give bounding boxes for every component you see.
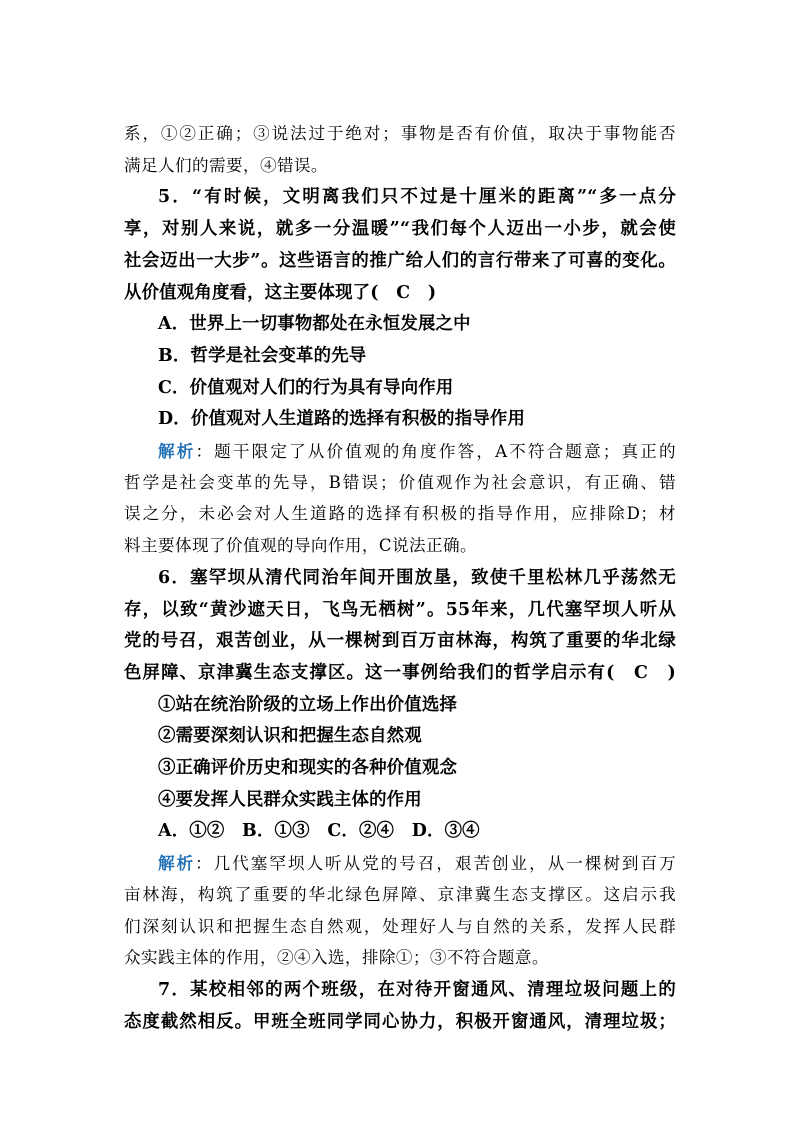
text-line <box>124 594 676 626</box>
text-line <box>158 435 676 467</box>
text-line-content: 色屏障、京津冀生态支撑区。这一事例给我们的哲学启示有( C ) <box>124 662 676 683</box>
text-line <box>158 340 676 372</box>
text-line-content: ③正确评价历史和现实的各种价值观念 <box>158 758 458 778</box>
text-line <box>124 879 676 911</box>
text-line-content: A．①② B．①③ C．②④ D．③④ <box>158 821 480 842</box>
text-line-content: 5．“有时候，文明离我们只不过是十厘米的距离”“多一点分 <box>158 187 676 208</box>
text-line-content: D．价值观对人生道路的选择有积极的指导作用 <box>158 409 526 430</box>
text-line <box>124 657 676 689</box>
text-line-content: ④要发挥人民群众实践主体的作用 <box>158 789 422 810</box>
text-line-content: ②需要深刻认识和把握生态自然观 <box>158 726 422 747</box>
text-line <box>124 1006 676 1038</box>
text-line <box>124 530 676 562</box>
text-line-content: 满足人们的需要，④错误。 <box>124 155 328 175</box>
analysis-label: 解析 <box>158 441 196 461</box>
text-line <box>158 815 676 847</box>
text-line <box>124 911 676 943</box>
text-line <box>158 720 676 752</box>
text-line-content: 众实践主体的作用，②④入选，排除①；③不符合题意。 <box>124 948 549 968</box>
text-line-content: 系，①②正确；③说法过于绝对；事物是否有价值，取决于事物能否 <box>124 124 676 143</box>
analysis-label: 解析 <box>158 853 196 874</box>
text-line <box>124 467 676 499</box>
text-line-content: ①站在统治阶级的立场上作出价值选择 <box>158 694 458 715</box>
text-line-content: 态度截然相反。甲班全班同学同心协力，积极开窗通风，清理垃圾； <box>124 1011 676 1032</box>
text-line-content: 存，以致“黄沙遮天日，飞鸟无栖树”。55年来，几代塞罕坝人听从 <box>124 599 676 620</box>
text-line-content: 误之分，未必会对人生道路的选择有积极的指导作用，应排除D；材 <box>124 504 676 524</box>
text-line <box>158 308 676 340</box>
text-line <box>158 847 676 879</box>
text-line <box>124 213 676 245</box>
text-line <box>158 372 676 404</box>
text-line-content: 亩林海，构筑了重要的华北绿色屏障、京津冀生态支撑区。这启示我 <box>124 884 676 904</box>
text-line-content: 社会迈出一大步”。这些语言的推广给人们的言行带来了可喜的变化。 <box>124 250 676 271</box>
text-line-content: ：几代塞罕坝人听从党的号召，艰苦创业，从一棵树到百万 <box>195 854 676 874</box>
text-line <box>124 498 676 530</box>
text-line-content: 们深刻认识和把握生态自然观，处理好人与自然的关系，发挥人民群 <box>124 916 676 936</box>
text-line <box>158 752 676 784</box>
text-line-content: C．价值观对人们的行为具有导向作用 <box>158 377 454 398</box>
text-line <box>158 181 676 213</box>
text-line-content: 6．塞罕坝从清代同治年间开围放垦，致使千里松林几乎荡然无 <box>158 567 676 588</box>
text-line <box>124 942 676 974</box>
text-line-content: 从价值观角度看，这主要体现了( C ) <box>124 282 437 303</box>
text-line-content: 党的号召，艰苦创业，从一棵树到百万亩林海，构筑了重要的华北绿 <box>124 631 676 652</box>
text-line <box>124 150 676 182</box>
text-line-content: 享，对别人来说，就多一分温暖”“我们每个人迈出一小步，就会使 <box>124 219 676 240</box>
text-line-content: ：题干限定了从价值观的角度作答，A不符合题意；真正的 <box>195 442 676 461</box>
text-line-content: B．哲学是社会变革的先导 <box>158 345 367 366</box>
text-line <box>124 118 676 150</box>
text-line <box>124 245 676 277</box>
text-line <box>158 784 676 816</box>
text-line <box>158 562 676 594</box>
text-line <box>124 625 676 657</box>
text-line-content: A．世界上一切事物都处在永恒发展之中 <box>158 314 471 335</box>
text-line-content: 哲学是社会变革的先导，B错误；价值观作为社会意识，有正确、错 <box>124 472 676 492</box>
text-line-content: 7．某校相邻的两个班级，在对待开窗通风、清理垃圾问题上的 <box>158 979 676 1000</box>
text-line <box>158 974 676 1006</box>
text-line <box>158 403 676 435</box>
text-line-content: 料主要体现了价值观的导向作用，C说法正确。 <box>124 536 477 556</box>
text-line <box>158 689 676 721</box>
text-line <box>124 277 676 309</box>
